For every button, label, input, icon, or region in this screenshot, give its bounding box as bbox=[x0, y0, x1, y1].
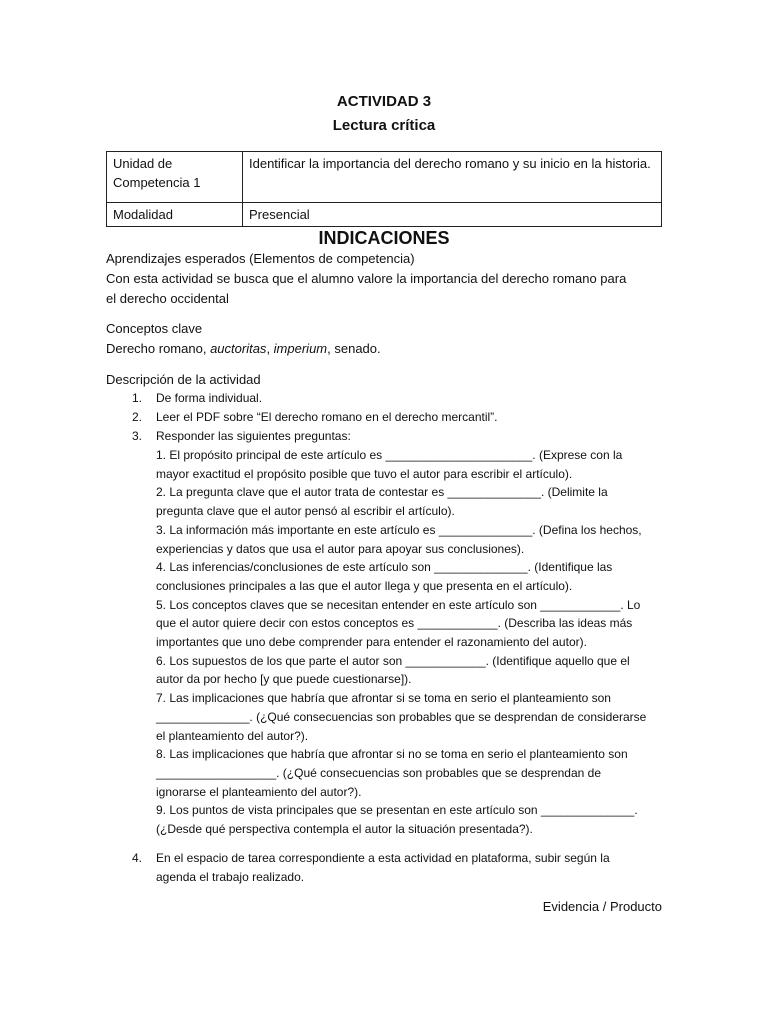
question-line: 6. Los supuestos de los que parte el autor son ____________. (Identifique aquello que el bbox=[156, 653, 630, 668]
step-text: En el espacio de tarea correspondiente a esta actividad en plataforma, subir según la bbox=[156, 851, 610, 865]
activity-subtitle: Lectura crítica bbox=[332, 117, 436, 134]
term-auctoritas: auctoritas bbox=[210, 341, 267, 356]
question-line: conclusiones principales a las que el autor llega y que presenta en el artículo). bbox=[156, 578, 573, 593]
step-number: 2. bbox=[132, 410, 143, 424]
conceptos-text: Derecho romano, auctoritas, imperium, senado. bbox=[106, 341, 381, 356]
question-line: (¿Desde qué perspectiva contempla el autor la situación presentada?). bbox=[156, 822, 533, 836]
question-line: 1. El propósito principal de este artículo es ______________________. (Exprese con la bbox=[156, 448, 623, 462]
question-line: que el autor quiere decir con estos conceptos es ____________. (Describa las ideas más bbox=[156, 616, 633, 631]
question-line: ______________. (¿Qué consecuencias son probables que se desprendan de considerarse bbox=[156, 709, 647, 724]
step-text: agenda el trabajo realizado. bbox=[156, 870, 305, 884]
aprendizajes-line-1: Con esta actividad se busca que el alumno valore la importancia del derecho romano para bbox=[106, 271, 627, 286]
aprendizajes-heading: Aprendizajes esperados (Elementos de competencia) bbox=[106, 251, 415, 266]
conceptos-heading: Conceptos clave bbox=[106, 321, 203, 336]
question-line: 4. Las inferencias/conclusiones de este artículo son ______________. (Identifique las bbox=[156, 560, 613, 575]
competency-label: Unidad de Competencia 1 bbox=[107, 152, 243, 203]
step-number: 1. bbox=[132, 391, 143, 405]
question-line: experiencias y datos que usa el autor para apoyar sus conclusiones). bbox=[156, 541, 525, 556]
info-table bbox=[106, 151, 662, 227]
competency-value: Identificar la importancia del derecho romano y su inicio en la historia. bbox=[243, 152, 662, 203]
question-line: pregunta clave que el autor pensó al escribir el artículo). bbox=[156, 504, 455, 519]
table-row bbox=[107, 203, 662, 227]
step-text: De forma individual. bbox=[156, 391, 263, 405]
question-line: __________________. (¿Qué consecuencias son probables que se desprendan de bbox=[156, 765, 602, 780]
term-imperium: imperium bbox=[273, 341, 328, 356]
evidencia-producto: Evidencia / Producto bbox=[542, 899, 662, 914]
question-line: 9. Los puntos de vista principales que se presentan en este artículo son ______________. bbox=[156, 803, 638, 818]
question-line: ignorarse el planteamiento del autor?). bbox=[156, 784, 362, 799]
question-line: el planteamiento del autor?). bbox=[156, 728, 309, 743]
modality-value: Presencial bbox=[243, 203, 662, 227]
step-number: 4. bbox=[132, 851, 143, 865]
table-row bbox=[107, 152, 662, 203]
question-line: autor da por hecho [y que puede cuestionarse]). bbox=[156, 672, 412, 687]
step-text: Leer el PDF sobre “El derecho romano en el derecho mercantil”. bbox=[156, 410, 498, 424]
descripcion-heading: Descripción de la actividad bbox=[106, 372, 261, 387]
question-line: 3. La información más importante en este artículo es ______________. (Defina los hechos, bbox=[156, 522, 642, 537]
step-number: 3. bbox=[132, 429, 143, 443]
indicaciones-heading: INDICACIONES bbox=[318, 228, 450, 248]
question-line: importantes que uno debe comprender para entender el razonamiento del autor). bbox=[156, 635, 587, 649]
modality-label: Modalidad bbox=[107, 203, 243, 227]
question-line: 2. La pregunta clave que el autor trata de contestar es ______________. (Delimite la bbox=[156, 485, 608, 500]
question-line: 7. Las implicaciones que habría que afrontar si se toma en serio el planteamiento son bbox=[156, 691, 611, 706]
step-text: Responder las siguientes preguntas: bbox=[156, 429, 351, 443]
question-line: 5. Los conceptos claves que se necesitan entender en este artículo son ____________. Lo bbox=[156, 597, 641, 612]
question-line: mayor exactitud el propósito posible que tuvo el autor para escribir el artículo). bbox=[156, 466, 573, 481]
question-line: 8. Las implicaciones que habría que afrontar si no se toma en serio el planteamiento son bbox=[156, 747, 628, 762]
activity-title: ACTIVIDAD 3 bbox=[336, 93, 432, 110]
aprendizajes-line-2: el derecho occidental bbox=[106, 291, 229, 306]
